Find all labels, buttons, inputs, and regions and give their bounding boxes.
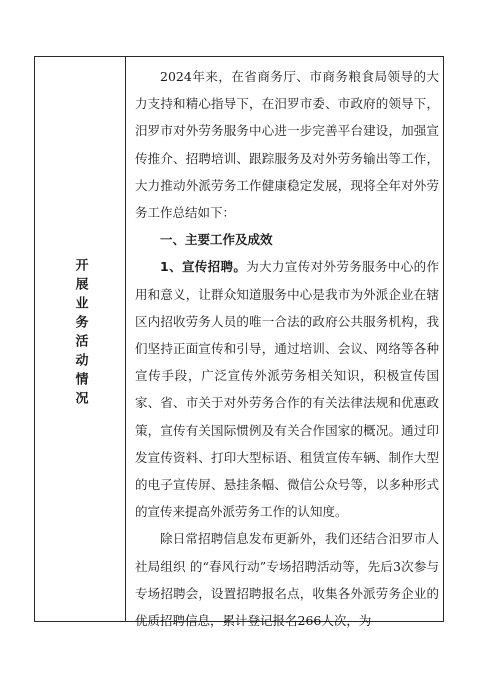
column-divider: [125, 57, 126, 621]
section-heading: 一、主要工作及成效: [160, 232, 273, 248]
intro-paragraph: 2024年来，在省商务厅、市商务粮食局领导的大力支持和精心指导下，在汨罗市委、市政府的领导下，汨罗市对外劳务服务中心进一步完善平台建设，加强宣传推介、招聘培训、跟踪服务及对外劳务输出等工作，大力推动外派劳务工作健康稳定发展，现将全年对外劳务工作总结如下：: [135, 69, 439, 221]
item1-lead: 1、宣传招聘。: [160, 259, 247, 275]
side-label-cell: [35, 57, 125, 621]
item2-paragraph: 除日常招聘信息发布更新外，我们还结合汨罗市人社局组织 的“春风行动”专场招聘活动等，先后3次参与专场招聘会，设置招聘报名点，收集各外派劳务企业的优质招聘信息，累计登记报名266人次，为: [135, 531, 439, 629]
content-cell: [135, 63, 439, 634]
document-table-frame: [34, 56, 444, 629]
item1-paragraph: [135, 253, 439, 525]
side-label: 开展业务活动情况: [72, 258, 88, 410]
item1-body: 为大力宣传对外劳务服务中心的作用和意义，让群众知道服务中心是我市为外派企业在辖区内招收劳务人员的唯一合法的政府公共服务机构，我们坚持正面宣传和引导，通过培训、会议、网络等各种宣传手段，广泛宣传外派劳务相关知识，积极宣传国家、省、市关于对外劳务合作的有关法律法规和优惠政策，宣传有关国际惯例及有关合作国家的概况。通过印发宣传资料、打印大型标语、租赁宣传车辆、制作大型的电子宣传屏、悬挂条幅、微信公众号等，以多种形式的宣传来提高外派劳务工作的认知度。: [135, 259, 439, 520]
